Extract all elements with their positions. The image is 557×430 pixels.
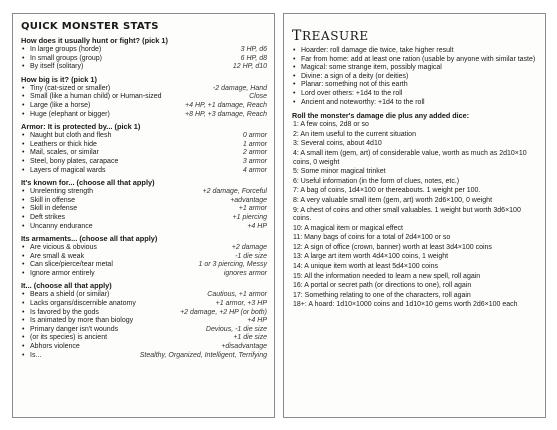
option-effect: 12 HP, d10 — [232, 63, 267, 71]
option-effect: +1 piercing — [232, 213, 267, 221]
option-effect: ignores armor — [223, 269, 267, 277]
option-effect: +disadvantage — [221, 343, 267, 351]
section-heading: It... (choose all that apply) — [21, 281, 112, 291]
treasure-bonus-item: • Hoarder: roll damage die twice, take higher result — [292, 47, 538, 56]
treasure-result-row: 4: A small item (gem, art) of considerable value, worth as much as 2d10×10 coins, 0 weight — [293, 149, 527, 166]
option-list — [21, 46, 267, 72]
option-item — [21, 141, 267, 150]
page-title: QUICK MONSTER STATS — [21, 21, 159, 32]
option-effect: -2 damage, Hand — [212, 84, 267, 92]
treasure-title-rest: REASURE — [301, 29, 369, 43]
option-item — [21, 197, 267, 206]
option-text: • Primary danger isn't wounds — [30, 325, 119, 333]
treasure-result-row: 6: Useful information (in the form of clues, notes, etc.) — [293, 177, 460, 185]
option-effect: +8 HP, +3 damage, Reach — [185, 110, 267, 118]
option-text: • Is animated by more than biology — [30, 317, 134, 325]
option-effect: -1 die size — [235, 252, 267, 260]
option-effect: +4 HP — [247, 317, 267, 325]
option-item — [21, 352, 267, 361]
treasure-title-initial: T — [292, 28, 302, 44]
treasure-result-row: 3: Several coins, about 4d10 — [293, 140, 382, 148]
option-text: • Naught but cloth and flesh — [30, 132, 112, 140]
option-effect: Devious, -1 die size — [205, 325, 267, 333]
treasure-bonus-item: • Planar: something not of this earth — [292, 81, 538, 90]
option-effect: 0 armor — [242, 132, 267, 140]
option-list — [21, 244, 267, 278]
treasure-bonus-item: • Ancient and noteworthy: +1d4 to the roll — [292, 99, 538, 108]
option-text: • Unrelenting strength — [30, 188, 94, 196]
option-text: • Leathers or thick hide — [30, 140, 97, 148]
treasure-page — [283, 13, 546, 418]
option-item — [21, 326, 267, 335]
option-effect: +2 damage, +2 HP (or both) — [180, 308, 267, 316]
section-heading: How does it usually hunt or fight? (pick 1) — [21, 36, 168, 45]
option-text: • Steel, bony plates, carapace — [30, 157, 119, 165]
option-item — [21, 261, 267, 270]
option-item — [21, 309, 267, 318]
option-list — [21, 188, 267, 231]
option-item — [21, 158, 267, 167]
treasure-result-row: 7: A bag of coins, 1d4×100 or thereabouts. 1 weight per 100. — [293, 187, 481, 195]
treasure-result-row: 5: Some minor magical trinket — [293, 168, 386, 176]
option-text: • Deft strikes — [30, 213, 66, 221]
treasure-bonus-item: • Far from home: add at least one ration (usable by anyone with similar taste) — [292, 56, 538, 65]
option-text: • By itself (solitary) — [30, 63, 84, 71]
treasure-result-row: 17: Something relating to one of the characters, roll again — [293, 291, 471, 299]
option-text: • Lacks organs/discernible anatomy — [30, 300, 136, 308]
treasure-bonus-item: • Divine: a sign of a deity (or deities) — [292, 73, 538, 82]
option-item — [21, 55, 267, 64]
option-effect: +1 die size — [233, 334, 267, 342]
option-effect: 6 HP, d8 — [240, 54, 267, 62]
option-item — [21, 291, 267, 300]
treasure-result-row: 13: A large art item worth 4d4×100 coins, 1 weight — [293, 253, 449, 261]
treasure-result-row: 16: A portal or secret path (or directions to one), roll again — [293, 282, 472, 290]
option-text: • (or its species) is ancient — [30, 334, 108, 342]
option-text: • Layers of magical wards — [30, 166, 106, 174]
option-item — [21, 223, 267, 232]
option-item — [21, 317, 267, 326]
treasure-results-list — [292, 121, 538, 310]
option-item — [21, 85, 267, 94]
option-text: • Skill in defense — [30, 205, 78, 213]
option-effect: 1 or 3 piercing, Messy — [198, 261, 267, 269]
option-text: • Mail, scales, or similar — [30, 149, 99, 157]
option-item — [21, 334, 267, 343]
option-text: • Bears a shield (or similar) — [30, 291, 110, 299]
treasure-result-row: 11: Many bags of coins for a total of 2d4×100 or so — [293, 234, 451, 242]
option-item — [21, 214, 267, 223]
option-text: • Small (like a human child) or Human-sized — [30, 93, 162, 101]
treasure-bonus-item: • Magical: some strange item, possibly magical — [292, 64, 538, 73]
section-heading: It's known for... (choose all that apply) — [21, 178, 155, 188]
option-text: • Skill in offense — [30, 196, 76, 204]
option-effect: +advantage — [230, 196, 267, 204]
treasure-result-row: 15: All the information needed to learn a new spell, roll again — [293, 272, 481, 280]
option-text: • Abhors violence — [30, 343, 80, 351]
treasure-result-row: 2: An item useful to the current situation — [293, 130, 416, 138]
option-item — [21, 46, 267, 55]
section-heading: Its armaments... (choose all that apply) — [21, 234, 158, 244]
quick-monster-stats-page — [12, 13, 275, 418]
option-effect: +4 HP, +1 damage, Reach — [185, 101, 267, 109]
option-item — [21, 149, 267, 158]
option-text: • In small groups (group) — [30, 54, 102, 62]
option-text: • Tiny (cat-sized or smaller) — [30, 84, 111, 92]
option-text: • Huge (elephant or bigger) — [30, 110, 110, 118]
option-item — [21, 63, 267, 72]
option-list — [21, 291, 267, 360]
treasure-result-row: 12: A sign of office (crown, banner) worth at least 3d4×100 coins — [293, 243, 492, 251]
option-text: • Uncanny endurance — [30, 222, 93, 230]
option-list — [21, 132, 267, 175]
option-text: • Is... — [30, 351, 42, 359]
treasure-result-row: 9: A chest of coins and other small valuables. 1 weight but worth 3d6×100 coins. — [293, 206, 521, 223]
stat-section — [21, 36, 267, 72]
stat-sections — [21, 36, 267, 360]
treasure-title — [292, 28, 538, 44]
option-item — [21, 132, 267, 141]
option-effect: Cautious, +1 armor — [207, 291, 267, 299]
option-item — [21, 167, 267, 176]
option-effect: Stealthy, Organized, Intelligent, Terrifying — [139, 351, 267, 359]
stat-section — [21, 122, 267, 175]
option-effect: +1 armor, +3 HP — [215, 300, 267, 308]
stat-section — [21, 234, 267, 278]
option-text: • Are vicious & obvious — [30, 244, 97, 252]
treasure-bonus-list — [292, 47, 538, 107]
option-item — [21, 343, 267, 352]
option-item — [21, 111, 267, 120]
section-heading: Armor: It is protected by... (pick 1) — [21, 122, 141, 132]
option-effect: +2 damage, Forceful — [202, 188, 267, 196]
option-text: • Ignore armor entirely — [30, 269, 95, 277]
option-effect: +2 damage — [231, 244, 267, 252]
option-item — [21, 205, 267, 214]
stat-section — [21, 178, 267, 231]
option-text: • In large groups (horde) — [30, 46, 102, 53]
stat-section — [21, 75, 267, 119]
option-item — [21, 93, 267, 102]
option-effect: +1 armor — [238, 205, 267, 213]
option-item — [21, 253, 267, 262]
option-list — [21, 85, 267, 119]
treasure-roll-instruction: Roll the monster's damage die plus any added dice: — [292, 111, 470, 121]
option-item — [21, 244, 267, 253]
section-heading: How big is it? (pick 1) — [21, 74, 97, 84]
option-text: • Can slice/pierce/tear metal — [30, 261, 113, 269]
treasure-bonus-item: • Lord over others: +1d4 to the roll — [292, 90, 538, 99]
option-item — [21, 300, 267, 309]
option-effect: Close — [249, 93, 267, 101]
option-text: • Are small & weak — [30, 252, 85, 260]
treasure-result-row: 18+: A hoard: 1d10×1000 coins and 1d10×10 gems worth 2d6×100 each — [293, 301, 518, 309]
option-effect: 2 armor — [242, 149, 267, 157]
option-effect: +4 HP — [247, 222, 267, 230]
option-text: • Is favored by the gods — [30, 308, 99, 316]
option-effect: 4 armor — [242, 166, 267, 174]
stat-section — [21, 281, 267, 360]
treasure-result-row: 8: A very valuable small item (gem, art) worth 2d6×100, 0 weight — [293, 196, 493, 204]
treasure-result-row: 14: A unique item worth at least 5d4×100 coins — [293, 263, 438, 271]
treasure-result-row: 1: A few coins, 2d8 or so — [293, 121, 369, 129]
option-item — [21, 270, 267, 279]
option-item — [21, 102, 267, 111]
option-effect: 3 armor — [242, 157, 267, 165]
option-item — [21, 188, 267, 197]
treasure-result-row: 10: A magical item or magical effect — [293, 224, 403, 232]
option-effect: 1 armor — [242, 140, 267, 148]
option-effect: 3 HP, d6 — [240, 46, 267, 53]
option-text: • Large (like a horse) — [30, 101, 91, 109]
